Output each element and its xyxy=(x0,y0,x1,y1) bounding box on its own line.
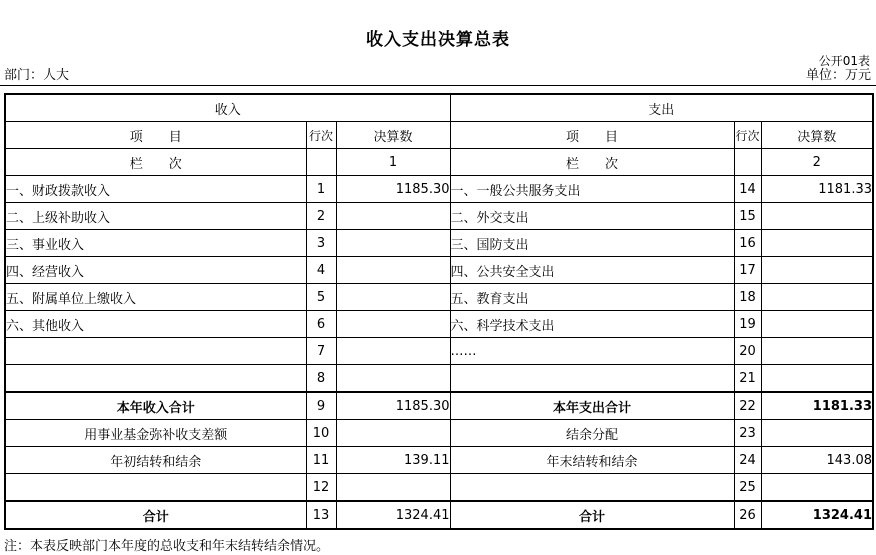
expense-item-cell: 一、一般公共服务支出 xyxy=(450,176,734,203)
accounts-table xyxy=(4,93,874,530)
blank-cell xyxy=(734,149,761,176)
income-column-row-label: 栏 次 xyxy=(5,149,306,176)
income-line-cell: 4 xyxy=(306,257,336,284)
expense-amount-cell: 1181.33 xyxy=(761,392,873,420)
expense-line-cell: 18 xyxy=(734,284,761,311)
expense-item-cell: 五、教育支出 xyxy=(450,284,734,311)
expense-line-cell: 21 xyxy=(734,365,761,393)
table-row xyxy=(5,311,873,338)
table-row xyxy=(5,338,873,365)
income-line-cell: 8 xyxy=(306,365,336,393)
expense-item-cell: 年末结转和结余 xyxy=(450,447,734,474)
income-amount-cell xyxy=(336,284,450,311)
table-row xyxy=(5,203,873,230)
table-row xyxy=(5,284,873,311)
expense-amount-cell xyxy=(761,203,873,230)
income-item-cell: 五、附属单位上缴收入 xyxy=(5,284,306,311)
table-row xyxy=(5,257,873,284)
income-item-cell: 用事业基金弥补收支差额 xyxy=(5,420,306,447)
income-amount-cell: 139.11 xyxy=(336,447,450,474)
expense-item-cell: 合计 xyxy=(450,501,734,529)
income-line-header: 行次 xyxy=(306,122,336,149)
table-row-grand-total xyxy=(5,501,873,529)
expense-amount-cell xyxy=(761,311,873,338)
income-line-cell: 12 xyxy=(306,474,336,502)
income-item-cell: 合计 xyxy=(5,501,306,529)
expense-line-cell: 24 xyxy=(734,447,761,474)
income-line-cell: 13 xyxy=(306,501,336,529)
income-item-cell: 六、其他收入 xyxy=(5,311,306,338)
income-amount-cell xyxy=(336,203,450,230)
income-line-cell: 10 xyxy=(306,420,336,447)
expense-amount-cell xyxy=(761,420,873,447)
table-row xyxy=(5,474,873,502)
income-item-cell: 年初结转和结余 xyxy=(5,447,306,474)
column-header-row xyxy=(5,122,873,149)
table-row xyxy=(5,420,873,447)
footnote: 注：本表反映部门本年度的总收支和年末结转结余情况。 xyxy=(4,539,330,554)
expense-item-cell: 二、外交支出 xyxy=(450,203,734,230)
income-line-cell: 6 xyxy=(306,311,336,338)
income-line-cell: 7 xyxy=(306,338,336,365)
section-header-row xyxy=(5,94,873,122)
expense-column-row-label: 栏 次 xyxy=(450,149,734,176)
column-index-row xyxy=(5,149,873,176)
expense-item-cell: 六、科学技术支出 xyxy=(450,311,734,338)
income-amount-cell xyxy=(336,474,450,502)
income-item-cell xyxy=(5,474,306,502)
unit-label: 单位：万元 xyxy=(805,68,871,83)
expense-line-cell: 17 xyxy=(734,257,761,284)
expense-line-cell: 14 xyxy=(734,176,761,203)
expense-item-cell: 本年支出合计 xyxy=(450,392,734,420)
income-amount-cell xyxy=(336,420,450,447)
blank-cell xyxy=(306,149,336,176)
income-line-cell: 2 xyxy=(306,203,336,230)
expense-item-cell xyxy=(450,365,734,393)
income-section-header: 收入 xyxy=(5,94,450,122)
income-amount-header: 决算数 xyxy=(336,122,450,149)
expense-item-cell: 结余分配 xyxy=(450,420,734,447)
expense-line-cell: 19 xyxy=(734,311,761,338)
expense-amount-header: 决算数 xyxy=(761,122,873,149)
meta-row xyxy=(0,68,876,86)
table-row xyxy=(5,176,873,203)
income-item-cell: 二、上级补助收入 xyxy=(5,203,306,230)
income-item-cell: 四、经营收入 xyxy=(5,257,306,284)
income-line-cell: 11 xyxy=(306,447,336,474)
income-line-cell: 5 xyxy=(306,284,336,311)
expense-amount-cell xyxy=(761,284,873,311)
income-line-cell: 3 xyxy=(306,230,336,257)
expense-amount-cell: 1324.41 xyxy=(761,501,873,529)
expense-amount-cell xyxy=(761,230,873,257)
page-title: 收入支出决算总表 xyxy=(366,30,510,50)
expense-line-cell: 22 xyxy=(734,392,761,420)
expense-line-header: 行次 xyxy=(734,122,761,149)
expense-line-cell: 26 xyxy=(734,501,761,529)
table-row xyxy=(5,230,873,257)
income-amount-cell xyxy=(336,311,450,338)
expense-line-cell: 20 xyxy=(734,338,761,365)
expense-amount-cell: 143.08 xyxy=(761,447,873,474)
income-amount-cell xyxy=(336,365,450,393)
income-amount-cell: 1185.30 xyxy=(336,176,450,203)
expense-line-cell: 16 xyxy=(734,230,761,257)
income-line-cell: 1 xyxy=(306,176,336,203)
income-item-cell: 本年收入合计 xyxy=(5,392,306,420)
expense-line-cell: 23 xyxy=(734,420,761,447)
income-item-header: 项 目 xyxy=(5,122,306,149)
expense-item-header: 项 目 xyxy=(450,122,734,149)
income-item-cell: 一、财政拨款收入 xyxy=(5,176,306,203)
expense-line-cell: 15 xyxy=(734,203,761,230)
income-amount-cell xyxy=(336,338,450,365)
table-row xyxy=(5,365,873,393)
income-item-cell xyxy=(5,365,306,393)
table-row xyxy=(5,447,873,474)
department-label: 部门：人大 xyxy=(4,68,70,83)
expense-amount-cell xyxy=(761,365,873,393)
expense-item-cell: 三、国防支出 xyxy=(450,230,734,257)
expense-amount-cell xyxy=(761,257,873,284)
form-code: 公开01表 xyxy=(818,54,870,68)
income-column-no: 1 xyxy=(336,149,450,176)
table-row-total-current-year xyxy=(5,392,873,420)
expense-column-no: 2 xyxy=(761,149,873,176)
income-item-cell: 三、事业收入 xyxy=(5,230,306,257)
income-amount-cell: 1324.41 xyxy=(336,501,450,529)
expense-amount-cell: 1181.33 xyxy=(761,176,873,203)
expense-section-header: 支出 xyxy=(450,94,873,122)
expense-item-cell: …… xyxy=(450,338,734,365)
income-amount-cell: 1185.30 xyxy=(336,392,450,420)
income-amount-cell xyxy=(336,257,450,284)
expense-amount-cell xyxy=(761,474,873,502)
income-amount-cell xyxy=(336,230,450,257)
expense-line-cell: 25 xyxy=(734,474,761,502)
expense-amount-cell xyxy=(761,338,873,365)
income-line-cell: 9 xyxy=(306,392,336,420)
expense-item-cell xyxy=(450,474,734,502)
income-item-cell xyxy=(5,338,306,365)
expense-item-cell: 四、公共安全支出 xyxy=(450,257,734,284)
